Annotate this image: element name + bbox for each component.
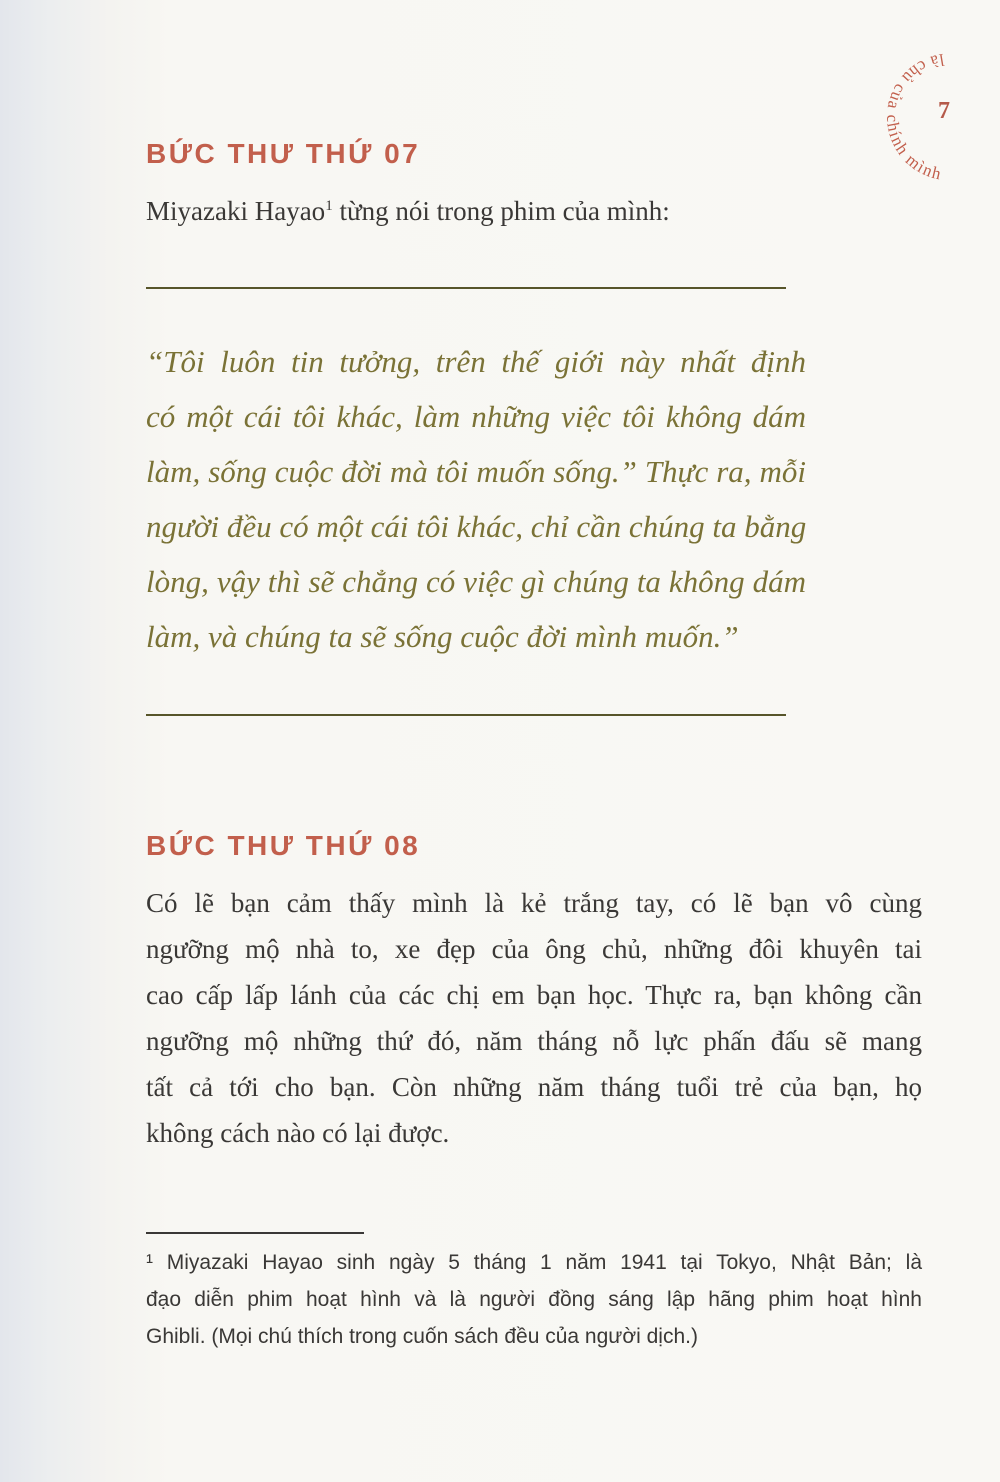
intro-rest: từng nói trong phim của mình: — [332, 196, 670, 226]
footnote-rule — [146, 1232, 364, 1234]
body-line: cao cấp lấp lánh của các chị em bạn học. Thực ra, bạn không cần — [146, 980, 922, 1010]
quote-line: người đều có một cái tôi khác, chỉ cần chúng ta bằng — [146, 509, 807, 544]
letter-07-intro — [146, 196, 670, 227]
footnote-line: đạo diễn phim hoạt hình và là người đồng sáng lập hãng phim hoạt hình — [146, 1288, 922, 1311]
body-line: Có lẽ bạn cảm thấy mình là kẻ trắng tay, có lẽ bạn vô cùng — [146, 888, 922, 918]
quote-bottom-rule — [146, 714, 786, 716]
footnote-line: Ghibli. (Mọi chú thích trong cuốn sách đều của người dịch.) — [146, 1325, 698, 1348]
quote-line: làm, và chúng ta sẽ sống cuộc đời mình muốn.” — [146, 619, 739, 654]
body-line: ngưỡng mộ những thứ đó, năm tháng nỗ lực phấn đấu sẽ mang — [146, 1026, 922, 1056]
page-number: 7 — [938, 98, 950, 124]
intro-name: Miyazaki Hayao — [146, 196, 326, 226]
badge-text: là chủ của chính mình — [882, 49, 946, 184]
body-line: ngưỡng mộ nhà to, xe đẹp của ông chủ, những đôi khuyên tai — [146, 934, 922, 964]
letter-07-quote — [146, 334, 806, 664]
quote-line: làm, sống cuộc đời mà tôi muốn sống.” Thực ra, mỗi — [146, 454, 806, 489]
running-header-badge — [850, 30, 1000, 200]
quote-line: “Tôi luôn tin tưởng, trên thế giới này nhất định — [146, 344, 806, 379]
letter-08-body — [146, 880, 922, 1156]
letter-08-heading: BỨC THƯ THỨ 08 — [146, 830, 421, 861]
footnote-ref: 1 — [325, 198, 333, 214]
body-line: tất cả tới cho bạn. Còn những năm tháng tuổi trẻ của bạn, họ — [146, 1072, 922, 1102]
quote-line: lòng, vậy thì sẽ chẳng có việc gì chúng ta không dám — [146, 564, 806, 599]
quote-line: có một cái tôi khác, làm những việc tôi không dám — [146, 399, 806, 434]
footnote — [146, 1244, 922, 1355]
footnote-line: ¹ Miyazaki Hayao sinh ngày 5 tháng 1 năm 1941 tại Tokyo, Nhật Bản; là — [146, 1251, 922, 1274]
letter-07-heading: BỨC THƯ THỨ 07 — [146, 138, 421, 169]
body-line: không cách nào có lại được. — [146, 1118, 450, 1148]
quote-top-rule — [146, 287, 786, 289]
